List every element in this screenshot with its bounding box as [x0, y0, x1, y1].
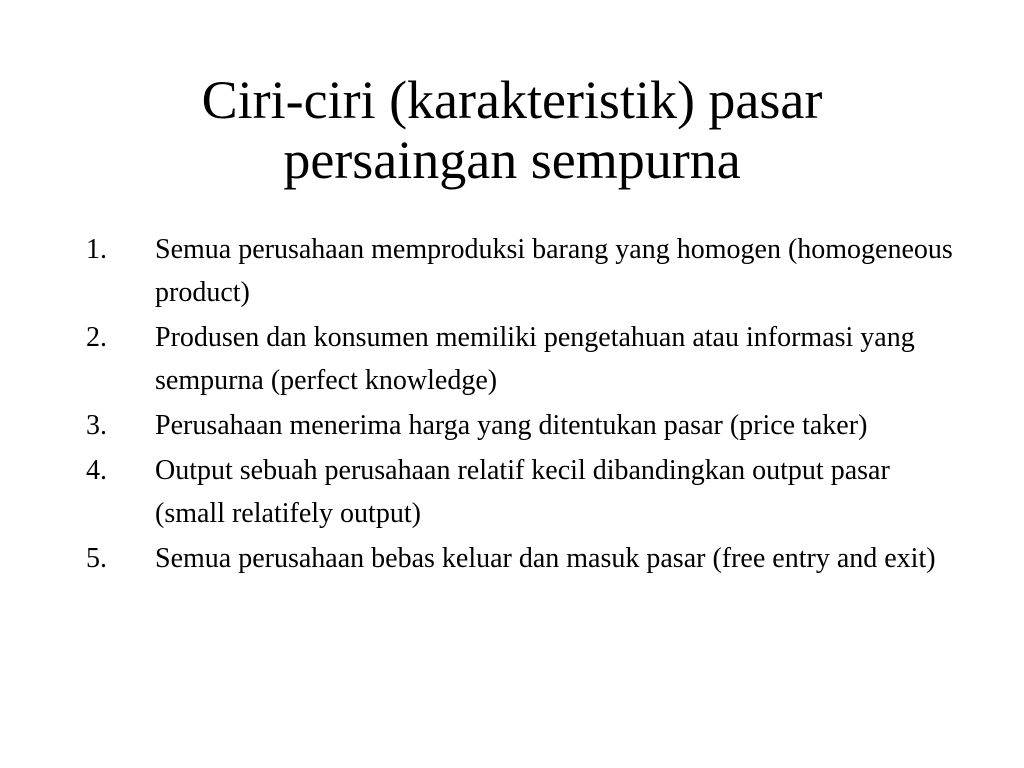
- list-item: [86, 449, 966, 535]
- characteristics-list: [86, 228, 966, 582]
- list-item: [86, 228, 966, 314]
- list-item-number: 2.: [86, 322, 107, 353]
- list-item-number: 4.: [86, 455, 107, 486]
- list-item: [86, 404, 966, 447]
- list-item: [86, 537, 966, 580]
- list-item-number: 5.: [86, 543, 107, 574]
- list-item-number: 3.: [86, 410, 107, 441]
- list-item-text: Output sebuah perusahaan relatif kecil dibandingkan output pasar (small relatifely output): [155, 455, 890, 529]
- title-line-2: persaingan sempurna: [283, 130, 741, 190]
- list-item-text: Produsen dan konsumen memiliki pengetahuan atau informasi yang sempurna (perfect knowledge): [155, 322, 915, 396]
- list-item-text: Semua perusahaan memproduksi barang yang homogen (homogeneous product): [155, 234, 953, 308]
- list-item-text: Perusahaan menerima harga yang ditentukan pasar (price taker): [155, 410, 868, 441]
- list-item-text: Semua perusahaan bebas keluar dan masuk pasar (free entry and exit): [155, 543, 936, 574]
- title-line-1: Ciri-ciri (karakteristik) pasar: [201, 70, 823, 130]
- list-item: [86, 316, 966, 402]
- slide-title: [80, 70, 944, 190]
- list-item-number: 1.: [86, 234, 107, 265]
